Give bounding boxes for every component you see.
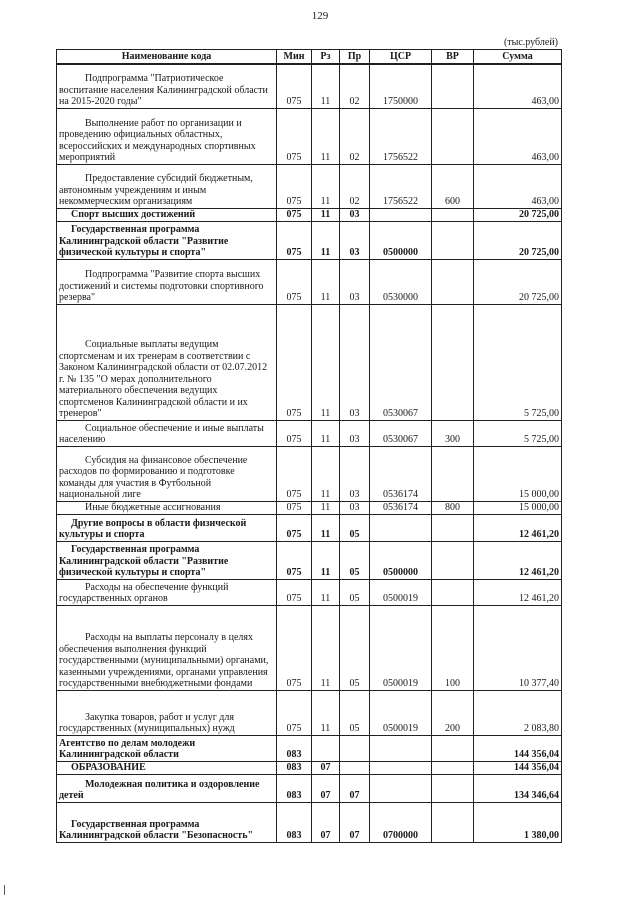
table-row: [57, 541, 562, 579]
header-csr: ЦСР: [370, 50, 432, 65]
header-rz: Рз: [312, 50, 340, 65]
row-sum-cell: 463,00: [474, 164, 562, 208]
row-pr-cell: [340, 735, 370, 761]
row-pr-cell: 02: [340, 108, 370, 164]
row-pr-cell: 02: [340, 164, 370, 208]
row-csr-cell: 0500000: [370, 221, 432, 259]
row-sum-cell: 5 725,00: [474, 420, 562, 446]
table-row: [57, 514, 562, 541]
row-rz-cell: 07: [312, 774, 340, 802]
row-name-cell: Расходы на выплаты персоналу в целях обеспечения выполнения функций государственными (муниципальными) органами, казенными учреждениями, органами управления государственными внебюджетными фондами: [57, 605, 277, 690]
scan-margin-mark: [4, 885, 5, 895]
row-rz-cell: 11: [312, 420, 340, 446]
row-vr-cell: [432, 579, 474, 605]
row-min-cell: 075: [277, 501, 312, 514]
row-min-cell: 075: [277, 420, 312, 446]
table-header-row: [57, 50, 562, 65]
row-csr-cell: [370, 735, 432, 761]
row-vr-cell: [432, 541, 474, 579]
row-name-cell: Подпрограмма "Развитие спорта высших достижений и системы подготовки спортивного резерва": [57, 259, 277, 304]
row-name-cell: ОБРАЗОВАНИЕ: [57, 761, 277, 774]
row-name-cell: Расходы на обеспечение функций государственных органов: [57, 579, 277, 605]
row-rz-cell: 11: [312, 304, 340, 420]
row-csr-cell: [370, 208, 432, 221]
row-csr-cell: [370, 514, 432, 541]
row-sum-cell: 463,00: [474, 108, 562, 164]
row-csr-cell: 0536174: [370, 501, 432, 514]
row-pr-cell: 02: [340, 64, 370, 108]
header-min: Мин: [277, 50, 312, 65]
row-pr-cell: 05: [340, 514, 370, 541]
row-vr-cell: [432, 735, 474, 761]
row-csr-cell: 0500019: [370, 605, 432, 690]
table-row: [57, 802, 562, 842]
row-pr-cell: 03: [340, 420, 370, 446]
row-name-cell: Социальные выплаты ведущим спортсменам и их тренерам в соответствии с Законом Калининградской области от 02.07.2012 г. № 135 "О мерах дополнительного материального обеспечения ведущих спортсменов Калининградской области и их тренеров": [57, 304, 277, 420]
row-sum-cell: 12 461,20: [474, 579, 562, 605]
header-vr: ВР: [432, 50, 474, 65]
row-vr-cell: 100: [432, 605, 474, 690]
row-name-cell: Иные бюджетные ассигнования: [57, 501, 277, 514]
row-vr-cell: 200: [432, 690, 474, 735]
row-min-cell: 083: [277, 735, 312, 761]
row-vr-cell: [432, 446, 474, 501]
row-vr-cell: [432, 514, 474, 541]
row-min-cell: 083: [277, 802, 312, 842]
table-row: [57, 690, 562, 735]
row-min-cell: 075: [277, 208, 312, 221]
row-min-cell: 075: [277, 579, 312, 605]
row-rz-cell: 11: [312, 64, 340, 108]
row-name-cell: Закупка товаров, работ и услуг для государственных (муниципальных) нужд: [57, 690, 277, 735]
page-number: 129: [311, 10, 329, 22]
row-rz-cell: 11: [312, 605, 340, 690]
row-csr-cell: 0530000: [370, 259, 432, 304]
table-row: [57, 501, 562, 514]
row-min-cell: 075: [277, 304, 312, 420]
table-row: [57, 304, 562, 420]
row-vr-cell: [432, 108, 474, 164]
row-vr-cell: [432, 802, 474, 842]
row-rz-cell: [312, 735, 340, 761]
row-pr-cell: [340, 761, 370, 774]
row-rz-cell: 07: [312, 761, 340, 774]
header-pr: Пр: [340, 50, 370, 65]
row-csr-cell: 0500000: [370, 541, 432, 579]
row-min-cell: 075: [277, 514, 312, 541]
row-sum-cell: 463,00: [474, 64, 562, 108]
row-pr-cell: 03: [340, 304, 370, 420]
row-name-cell: Подпрограмма "Патриотическое воспитание населения Калининградской области на 2015-2020 годы": [57, 64, 277, 108]
row-sum-cell: 1 380,00: [474, 802, 562, 842]
row-name-cell: Предоставление субсидий бюджетным, автономным учреждениям и иным некоммерческим организациям: [57, 164, 277, 208]
row-pr-cell: 03: [340, 208, 370, 221]
row-min-cell: 075: [277, 221, 312, 259]
row-min-cell: 083: [277, 774, 312, 802]
row-sum-cell: 12 461,20: [474, 514, 562, 541]
row-min-cell: 075: [277, 259, 312, 304]
row-pr-cell: 05: [340, 690, 370, 735]
row-csr-cell: 0700000: [370, 802, 432, 842]
row-sum-cell: 20 725,00: [474, 208, 562, 221]
row-rz-cell: 11: [312, 514, 340, 541]
row-min-cell: 075: [277, 605, 312, 690]
table-row: [57, 221, 562, 259]
row-min-cell: 075: [277, 446, 312, 501]
row-sum-cell: 15 000,00: [474, 501, 562, 514]
row-rz-cell: 11: [312, 579, 340, 605]
row-rz-cell: 11: [312, 164, 340, 208]
row-pr-cell: 03: [340, 446, 370, 501]
row-rz-cell: 11: [312, 541, 340, 579]
row-rz-cell: 11: [312, 446, 340, 501]
row-csr-cell: 1750000: [370, 64, 432, 108]
table-row: [57, 64, 562, 108]
row-csr-cell: 1756522: [370, 108, 432, 164]
row-name-cell: Молодежная политика и оздоровление детей: [57, 774, 277, 802]
table-row: [57, 208, 562, 221]
row-vr-cell: [432, 259, 474, 304]
row-name-cell: Спорт высших достижений: [57, 208, 277, 221]
row-sum-cell: 134 346,64: [474, 774, 562, 802]
row-csr-cell: 0500019: [370, 690, 432, 735]
budget-table: [56, 49, 562, 843]
row-name-cell: Субсидия на финансовое обеспечение расходов по формированию и подготовке команды для участия в Футбольной национальной лиге: [57, 446, 277, 501]
row-csr-cell: 0500019: [370, 579, 432, 605]
row-pr-cell: 05: [340, 605, 370, 690]
row-rz-cell: 11: [312, 690, 340, 735]
row-csr-cell: [370, 761, 432, 774]
row-rz-cell: 07: [312, 802, 340, 842]
row-min-cell: 075: [277, 541, 312, 579]
row-pr-cell: 03: [340, 221, 370, 259]
row-name-cell: Выполнение работ по организации и проведению официальных областных, всероссийских и международных спортивных мероприятий: [57, 108, 277, 164]
row-rz-cell: 11: [312, 501, 340, 514]
table-row: [57, 761, 562, 774]
row-vr-cell: 600: [432, 164, 474, 208]
row-vr-cell: [432, 304, 474, 420]
table-row: [57, 108, 562, 164]
row-rz-cell: 11: [312, 221, 340, 259]
row-pr-cell: 07: [340, 774, 370, 802]
row-sum-cell: 5 725,00: [474, 304, 562, 420]
row-min-cell: 075: [277, 108, 312, 164]
row-vr-cell: [432, 221, 474, 259]
row-csr-cell: 1756522: [370, 164, 432, 208]
row-vr-cell: [432, 64, 474, 108]
row-vr-cell: [432, 774, 474, 802]
row-min-cell: 075: [277, 690, 312, 735]
row-sum-cell: 144 356,04: [474, 735, 562, 761]
row-sum-cell: 144 356,04: [474, 761, 562, 774]
row-min-cell: 075: [277, 64, 312, 108]
row-csr-cell: [370, 774, 432, 802]
row-name-cell: Социальное обеспечение и иные выплаты населению: [57, 420, 277, 446]
table-row: [57, 579, 562, 605]
row-pr-cell: 07: [340, 802, 370, 842]
row-name-cell: Другие вопросы в области физической культуры и спорта: [57, 514, 277, 541]
row-pr-cell: 05: [340, 579, 370, 605]
table-row: [57, 446, 562, 501]
row-sum-cell: 20 725,00: [474, 221, 562, 259]
table-row: [57, 735, 562, 761]
row-name-cell: Государственная программа Калининградской области "Развитие физической культуры и спорта": [57, 221, 277, 259]
table-row: [57, 774, 562, 802]
table-row: [57, 164, 562, 208]
row-sum-cell: 2 083,80: [474, 690, 562, 735]
row-vr-cell: [432, 761, 474, 774]
row-min-cell: 083: [277, 761, 312, 774]
row-pr-cell: 03: [340, 259, 370, 304]
table-row: [57, 259, 562, 304]
row-vr-cell: [432, 208, 474, 221]
table-row: [57, 605, 562, 690]
row-name-cell: Государственная программа Калининградской области "Развитие физической культуры и спорта": [57, 541, 277, 579]
row-csr-cell: 0530067: [370, 304, 432, 420]
row-sum-cell: 10 377,40: [474, 605, 562, 690]
unit-label: (тыс.рублей): [503, 37, 558, 48]
row-csr-cell: 0536174: [370, 446, 432, 501]
row-sum-cell: 12 461,20: [474, 541, 562, 579]
row-rz-cell: 11: [312, 208, 340, 221]
table-row: [57, 420, 562, 446]
row-csr-cell: 0530067: [370, 420, 432, 446]
header-sum: Сумма: [474, 50, 562, 65]
row-pr-cell: 05: [340, 541, 370, 579]
row-sum-cell: 20 725,00: [474, 259, 562, 304]
row-vr-cell: 800: [432, 501, 474, 514]
row-rz-cell: 11: [312, 108, 340, 164]
row-min-cell: 075: [277, 164, 312, 208]
row-rz-cell: 11: [312, 259, 340, 304]
header-name: Наименование кода: [57, 50, 277, 65]
row-sum-cell: 15 000,00: [474, 446, 562, 501]
row-name-cell: Агентство по делам молодежи Калининградской области: [57, 735, 277, 761]
row-name-cell: Государственная программа Калининградской области "Безопасность": [57, 802, 277, 842]
row-pr-cell: 03: [340, 501, 370, 514]
row-vr-cell: 300: [432, 420, 474, 446]
